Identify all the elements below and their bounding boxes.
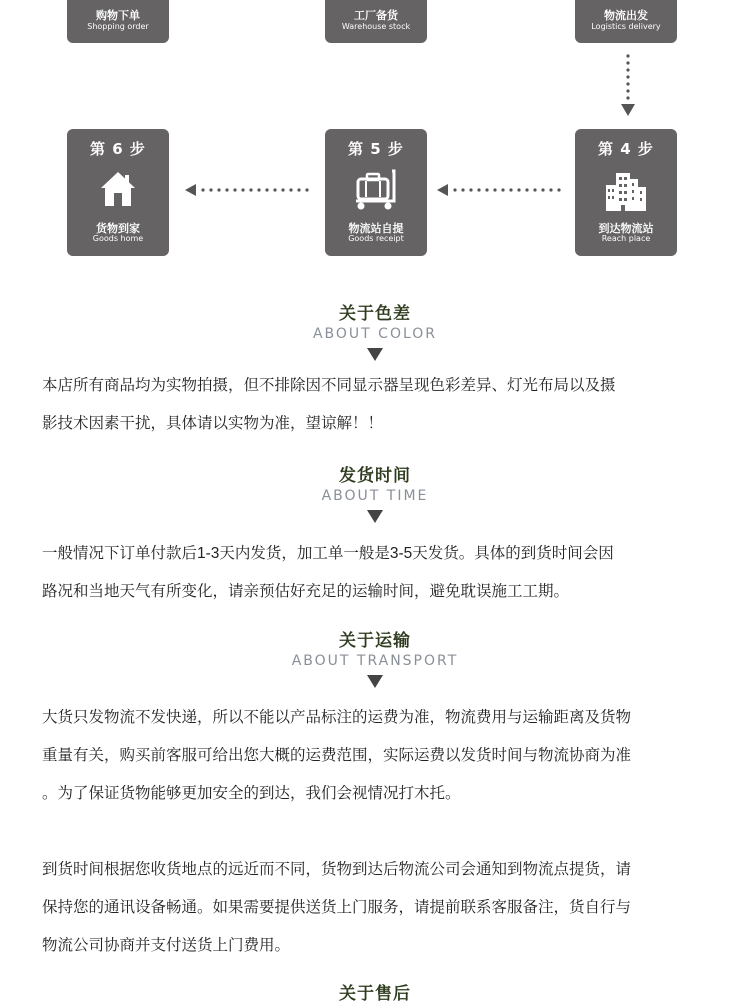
step-card-5 (325, 129, 427, 256)
section-title-next: 关于售后 (339, 984, 411, 1004)
section-heading-transport (0, 626, 750, 688)
section-title: 关于运输 (339, 631, 411, 651)
step-2-sublabel: Warehouse stock (341, 22, 411, 31)
step-5-title: 第 5 步 (348, 140, 404, 158)
luggage-cart-icon (352, 167, 400, 211)
section-heading-color (0, 299, 750, 361)
left-arrow-icon (184, 182, 314, 198)
step-1-label: 购物下单 (96, 9, 140, 22)
step-3-sublabel: Logistics delivery (591, 22, 661, 31)
paragraph-line: 。为了保证货物能够更加安全的到达，我们会视情况打木托。 (42, 785, 461, 802)
step-card-6 (67, 129, 169, 256)
house-icon (98, 169, 138, 209)
step-4-title: 第 4 步 (598, 140, 654, 158)
paragraph-line: 路况和当地天气有所变化，请亲预估好充足的运输时间，避免耽误施工工期。 (42, 583, 570, 600)
paragraph-line: 物流公司协商并支付送货上门费用。 (42, 937, 291, 954)
left-arrow-icon (436, 182, 566, 198)
paragraph-line: 保持您的通讯设备畅通。如果需要提供送货上门服务，请提前联系客服备注，货自行与 (42, 899, 632, 916)
paragraph-line: 到货时间根据您收货地点的远近而不同，货物到达后物流公司会通知到物流点提货，请 (42, 861, 632, 878)
step-card-3 (575, 0, 677, 43)
paragraph-line: 本店所有商品均为实物拍摄，但不排除因不同显示器呈现色彩差异、灯光布局以及摄 (42, 377, 616, 394)
section-title: 发货时间 (339, 466, 411, 486)
paragraph-color (42, 367, 710, 443)
step-4-sublabel: Reach place (601, 234, 651, 243)
section-subtitle: ABOUT COLOR (312, 326, 438, 342)
step-card-2 (325, 0, 427, 43)
step-4-label: 到达物流站 (598, 222, 654, 235)
buildings-icon (602, 169, 650, 211)
step-1-sublabel: Shopping order (87, 22, 149, 31)
section-title: 关于色差 (339, 304, 411, 324)
triangle-down-icon (367, 510, 383, 523)
triangle-down-icon (367, 675, 383, 688)
step-3-label: 物流出发 (604, 9, 648, 22)
paragraph-line: 影技术因素干扰，具体请以实物为准，望谅解！！ (42, 415, 384, 432)
paragraph-line: 一般情况下订单付款后1-3天内发货，加工单一般是3-5天发货。具体的到货时间会因 (42, 545, 614, 562)
paragraph-line: 重量有关，购买前客服可给出您大概的运费范围，实际运费以发货时间与物流协商为准 (42, 747, 632, 764)
step-card-4 (575, 129, 677, 256)
step-6-title: 第 6 步 (90, 140, 146, 158)
down-arrow-icon (619, 52, 637, 118)
step-5-label: 物流站自提 (348, 222, 404, 235)
step-5-sublabel: Goods receipt (348, 234, 404, 243)
step-2-label: 工厂备货 (354, 9, 398, 22)
paragraph-time (42, 535, 710, 611)
triangle-down-icon (367, 348, 383, 361)
section-subtitle: ABOUT TIME (321, 488, 429, 504)
paragraph-line: 大货只发物流不发快递，所以不能以产品标注的运费为准，物流费用与运输距离及货物 (42, 709, 632, 726)
paragraph-transport (42, 699, 710, 813)
step-6-label: 货物到家 (96, 222, 140, 235)
step-6-sublabel: Goods home (92, 234, 144, 243)
step-card-1 (67, 0, 169, 43)
section-subtitle: ABOUT TRANSPORT (291, 653, 459, 669)
paragraph-transport-2 (42, 851, 710, 965)
section-heading-time (0, 461, 750, 523)
